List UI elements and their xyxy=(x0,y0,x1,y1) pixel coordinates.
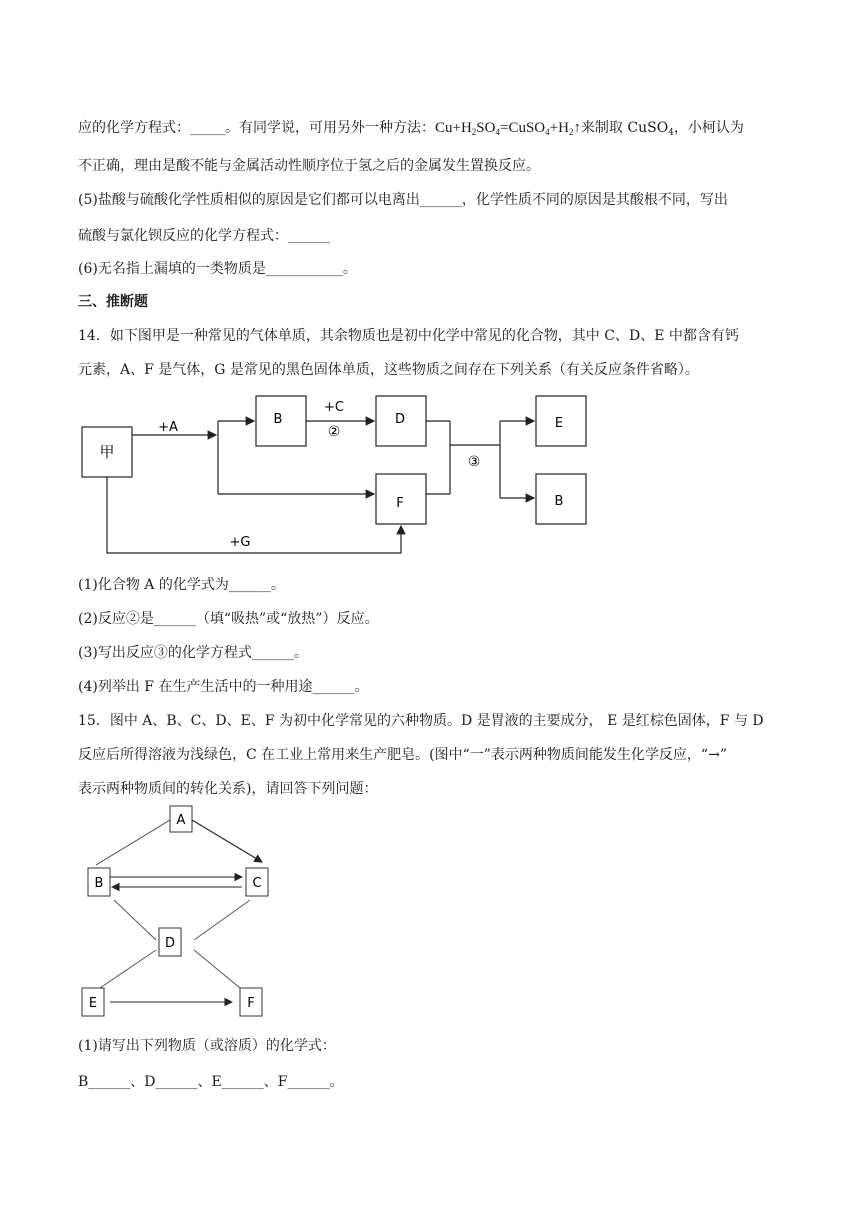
section-title: 三、推断题 xyxy=(78,294,148,310)
label-plusA: +A xyxy=(158,420,178,435)
line-D-E xyxy=(100,950,156,988)
q13-line1 xyxy=(78,118,744,138)
q13-equation xyxy=(435,120,581,136)
label-B2: B xyxy=(554,494,564,509)
q15-sub1-blanks: B______、D______、E______、F______。 xyxy=(78,1074,344,1090)
arrow-A-C xyxy=(192,820,262,862)
label-B: B xyxy=(94,876,104,891)
q13-line1-text-b: 来制取 CuSO xyxy=(580,120,669,136)
eq-part: SO xyxy=(476,120,496,136)
q15-sub1: (1)请写出下列物质（或溶质）的化学式： xyxy=(78,1038,336,1054)
q14-line1: 14．如下图甲是一种常见的气体单质，其余物质也是初中化学中常见的化合物，其中 C、D、E 中都含有钙 xyxy=(78,328,739,344)
eq-sub: 2 xyxy=(471,127,477,137)
line-C-D xyxy=(194,900,250,940)
eq-part: +H xyxy=(549,120,569,136)
label-jia: 甲 xyxy=(99,443,115,461)
arrow-jia-G-F xyxy=(107,477,404,553)
line-A-B xyxy=(96,820,170,865)
label-E: E xyxy=(88,996,98,1011)
label-D: D xyxy=(394,412,406,427)
eq-sub: 2 xyxy=(568,127,574,137)
q13-line4: 硫酸与氯化钡反应的化学方程式：______ xyxy=(78,228,330,244)
q14-sub2: (2)反应②是______（填“吸热”或“放热”）反应。 xyxy=(78,611,379,627)
q13-line5: (6)无名指上漏填的一类物质是___________。 xyxy=(78,261,357,277)
q15-line1: 15．图中 A、B、C、D、E、F 为初中化学常见的六种物质。D 是胃液的主要成分， E 是红棕色固体，F 与 D xyxy=(78,713,764,729)
label-B: B xyxy=(273,412,283,427)
label-D: D xyxy=(164,936,176,951)
line-D-F xyxy=(194,950,240,988)
label-plusC: +C xyxy=(324,400,344,415)
q13-line1-text-c: ，小柯认为 xyxy=(673,120,744,136)
q15-line2: 反应后所得溶液为浅绿色，C 在工业上常用来生产肥皂。(图中“一”表示两种物质间能发生化学反应，“→” xyxy=(78,747,727,763)
q14-sub3: (3)写出反应③的化学方程式______。 xyxy=(78,645,308,661)
q13-line3: (5)盐酸与硫酸化学性质相似的原因是它们都可以电离出______，化学性质不同的原因是其酸根不同，写出 xyxy=(78,192,728,208)
q15-diagram xyxy=(70,800,370,1030)
label-F: F xyxy=(247,996,255,1011)
eq-sub: 4 xyxy=(668,128,674,138)
label-F: F xyxy=(396,496,404,511)
label-circle2: ② xyxy=(327,424,341,440)
eq-part: =CuSO xyxy=(499,120,546,136)
q15-line3: 表示两种物质间的转化关系)，请回答下列问题： xyxy=(78,781,378,797)
q14-sub4: (4)列举出 F 在生产生活中的一种用途______。 xyxy=(78,679,369,695)
gas-arrow: ↑ xyxy=(573,120,581,136)
eq-sub: 4 xyxy=(545,127,550,137)
eq-sub: 4 xyxy=(495,127,500,137)
q14-diagram xyxy=(0,390,860,560)
q14-line2: 元素，A、F 是气体，G 是常见的黑色固体单质，这些物质之间存在下列关系（有关反应条件省略）。 xyxy=(78,362,699,378)
label-A: A xyxy=(176,813,186,828)
label-C: C xyxy=(252,876,262,891)
q13-line1-text: 应的化学方程式：_____。有同学说，可用另外一种方法： xyxy=(78,120,435,136)
label-circle3: ③ xyxy=(467,454,481,470)
q14-sub1: (1)化合物 A 的化学式为______。 xyxy=(78,577,285,593)
label-plusG: +G xyxy=(229,535,251,550)
label-E: E xyxy=(554,416,564,431)
eq-part: Cu+H xyxy=(435,120,472,136)
line-B-D xyxy=(114,900,156,940)
q13-line2: 不正确，理由是酸不能与金属活动性顺序位于氢之后的金属发生置换反应。 xyxy=(78,158,540,174)
